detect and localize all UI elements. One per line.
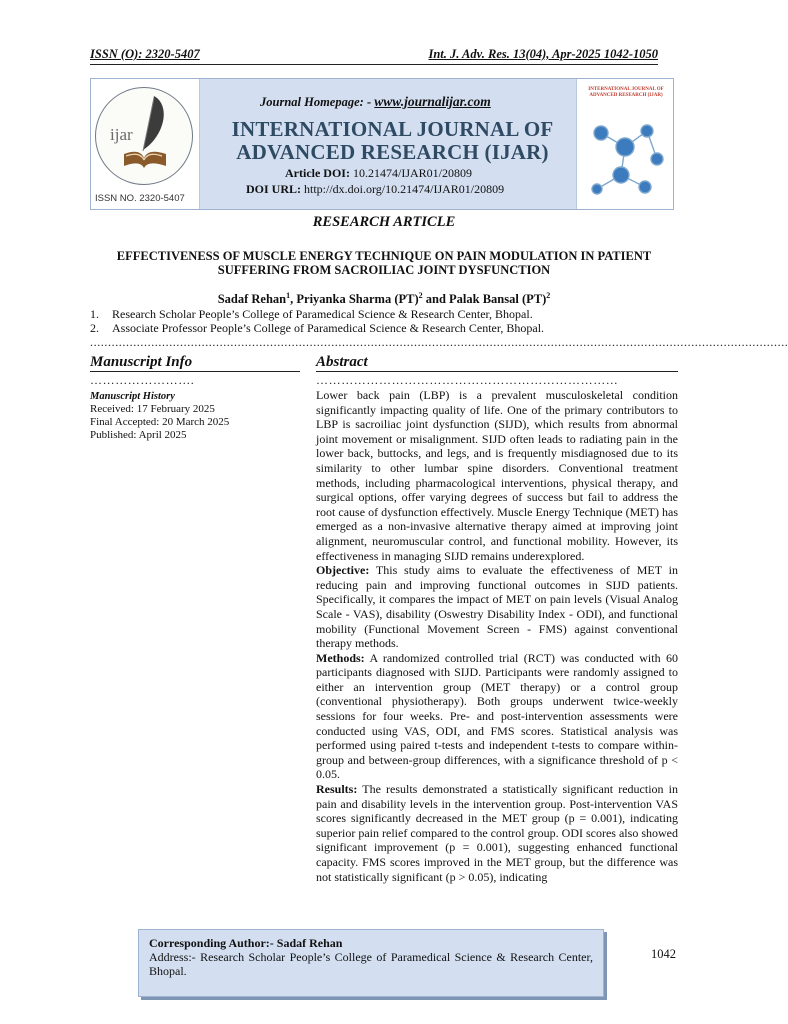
manuscript-info-heading: Manuscript Info bbox=[90, 354, 193, 370]
homepage-label: Journal Homepage: - bbox=[260, 95, 372, 109]
affiliation-2: 2. Associate Professor People’s College of Paramedical Science & Research Center, Bhopal. bbox=[90, 321, 545, 335]
published-date: Published: April 2025 bbox=[90, 429, 187, 441]
journal-homepage bbox=[260, 94, 491, 110]
journal-title-line1: INTERNATIONAL JOURNAL OF bbox=[231, 117, 554, 141]
corresponding-author: Corresponding Author:- Sadaf Rehan bbox=[149, 936, 343, 950]
history-heading: Manuscript History bbox=[90, 391, 175, 402]
article-doi: Article DOI: 10.21474/IJAR01/20809 bbox=[285, 166, 472, 180]
journal-logo bbox=[91, 79, 200, 209]
abstract-methods: Methods: A randomized controlled trial (RCT) was conducted with 60 participants diagnosed with SIJD. Participants were randomly assigned to either an intervention group (MET therapy) or a control group (conventional physiotherapy). Both groups underwent twice-weekly sessions for four weeks. Pre- and post-intervention assessments were conducted using VAS, ODI, and FMS scores. Statistical analysis was performed using paired t-tests and independent t-tests to compare within-group and between-group differences, with a significance threshold of p < 0.05. bbox=[316, 650, 679, 782]
manuscript-history bbox=[90, 390, 229, 442]
author-name: Sadaf Rehan bbox=[217, 292, 287, 307]
running-header-issn: ISSN (O): 2320-5407 bbox=[90, 47, 200, 61]
abstract-rule bbox=[316, 371, 678, 372]
article-doi-value: 10.21474/IJAR01/20809 bbox=[352, 166, 472, 180]
affiliation-1: 1. Research Scholar People’s College of Paramedical Science & Research Center, Bhopal. bbox=[90, 307, 533, 321]
corresponding-author-box bbox=[138, 929, 604, 997]
author-name: Priyanka Sharma (PT) bbox=[296, 292, 419, 307]
abstract-body bbox=[316, 388, 678, 884]
manuscript-info-rule bbox=[90, 371, 300, 372]
received-date: Received: 17 February 2025 bbox=[90, 403, 215, 415]
dotted-separator: .................................................................................................................................................................................................. bbox=[90, 335, 788, 349]
article-type: RESEARCH ARTICLE bbox=[312, 214, 456, 230]
author-list: Sadaf Rehan$^1$, Priyanka Sharma (PT)$^2$ and Palak Bansal (PT)$^2$ bbox=[217, 291, 551, 307]
dotted-separator: ……………………………………………………………… bbox=[316, 373, 619, 387]
running-header-citation: Int. J. Adv. Res. 13(04), Apr-2025 1042-1050 bbox=[428, 47, 658, 61]
quill-book-icon bbox=[96, 88, 192, 184]
abstract-intro: Lower back pain (LBP) is a prevalent musculoskeletal condition significantly impacting quality of life. One of the primary contributors to LBP is sacroiliac joint dysfunction (SIJD), which results from abnormal joint movement or misalignment. SIJD often leads to radiating pain in the lower back, buttocks, and legs, and is frequently misdiagnosed due to its similarity to other lumbar spine disorders. Conventional treatment methods, including pharmacological interventions, physical therapy, and surgical options, offer varying degrees of success but fail to address the root cause of dysfunction effectively. Muscle Energy Technique (MET) has emerged as a non-invasive alternative therapy aimed at improving joint alignment, neuromuscular control, and functional mobility. However, its effectiveness in managing SIJD remains underexplored. bbox=[316, 388, 678, 563]
doi-url: DOI URL: http://dx.doi.org/10.21474/IJAR01/20809 bbox=[246, 182, 505, 196]
dotted-separator: ……………………. bbox=[90, 373, 195, 387]
logo-issn: ISSN NO. 2320-5407 bbox=[95, 193, 185, 204]
logo-emblem bbox=[95, 87, 193, 185]
cover-title: INTERNATIONAL JOURNAL OF ADVANCED RESEARCH (IJAR) bbox=[588, 87, 664, 98]
page-number: 1042 bbox=[651, 947, 676, 961]
journal-cover-thumbnail bbox=[576, 79, 673, 209]
logo-text: ijar bbox=[110, 125, 133, 144]
doi-url-link[interactable]: http://dx.doi.org/10.21474/IJAR01/20809 bbox=[304, 182, 505, 196]
author-address: Address:- Research Scholar People’s College of Paramedical Science & Research Center, Bhopal. bbox=[149, 950, 593, 978]
abstract-results: Results: The results demonstrated a statistically significant reduction in pain and disability levels in the intervention group. Post-intervention VAS scores significantly decreased in the MET group (p = 0.001), indicating superior pain relief compared to the control group. ODI scores also showed significant improvement (p = 0.001), suggesting enhanced functional capacity. FMS scores improved in the MET group, but the difference was not statistically significant (p > 0.05), indicating bbox=[316, 782, 678, 884]
abstract-objective: Objective: This study aims to evaluate the effectiveness of MET in reducing pain and improving functional outcomes in SIJD patients. Specifically, it compares the impact of MET on pain levels (Visual Analog Scale - VAS), disability (Oswestry Disability Index - ODI), and functional mobility (Functional Movement Screen - FMS) against conventional therapy methods. bbox=[316, 563, 678, 651]
accepted-date: Final Accepted: 20 March 2025 bbox=[90, 416, 230, 428]
homepage-link[interactable]: www.journalijar.com bbox=[374, 94, 491, 109]
abstract-heading: Abstract bbox=[316, 354, 368, 370]
journal-title-line2: ADVANCED RESEARCH (IJAR) bbox=[236, 140, 549, 164]
molecule-icon bbox=[581, 103, 669, 203]
journal-title bbox=[205, 118, 580, 164]
author-name: Palak Bansal (PT) bbox=[449, 292, 547, 307]
header-rule bbox=[90, 64, 658, 65]
article-title: EFFECTIVENESS OF MUSCLE ENERGY TECHNIQUE ON PAIN MODULATION IN PATIENT SUFFERING FROM SACROILIAC JOINT DYSFUNCTION bbox=[116, 249, 652, 277]
